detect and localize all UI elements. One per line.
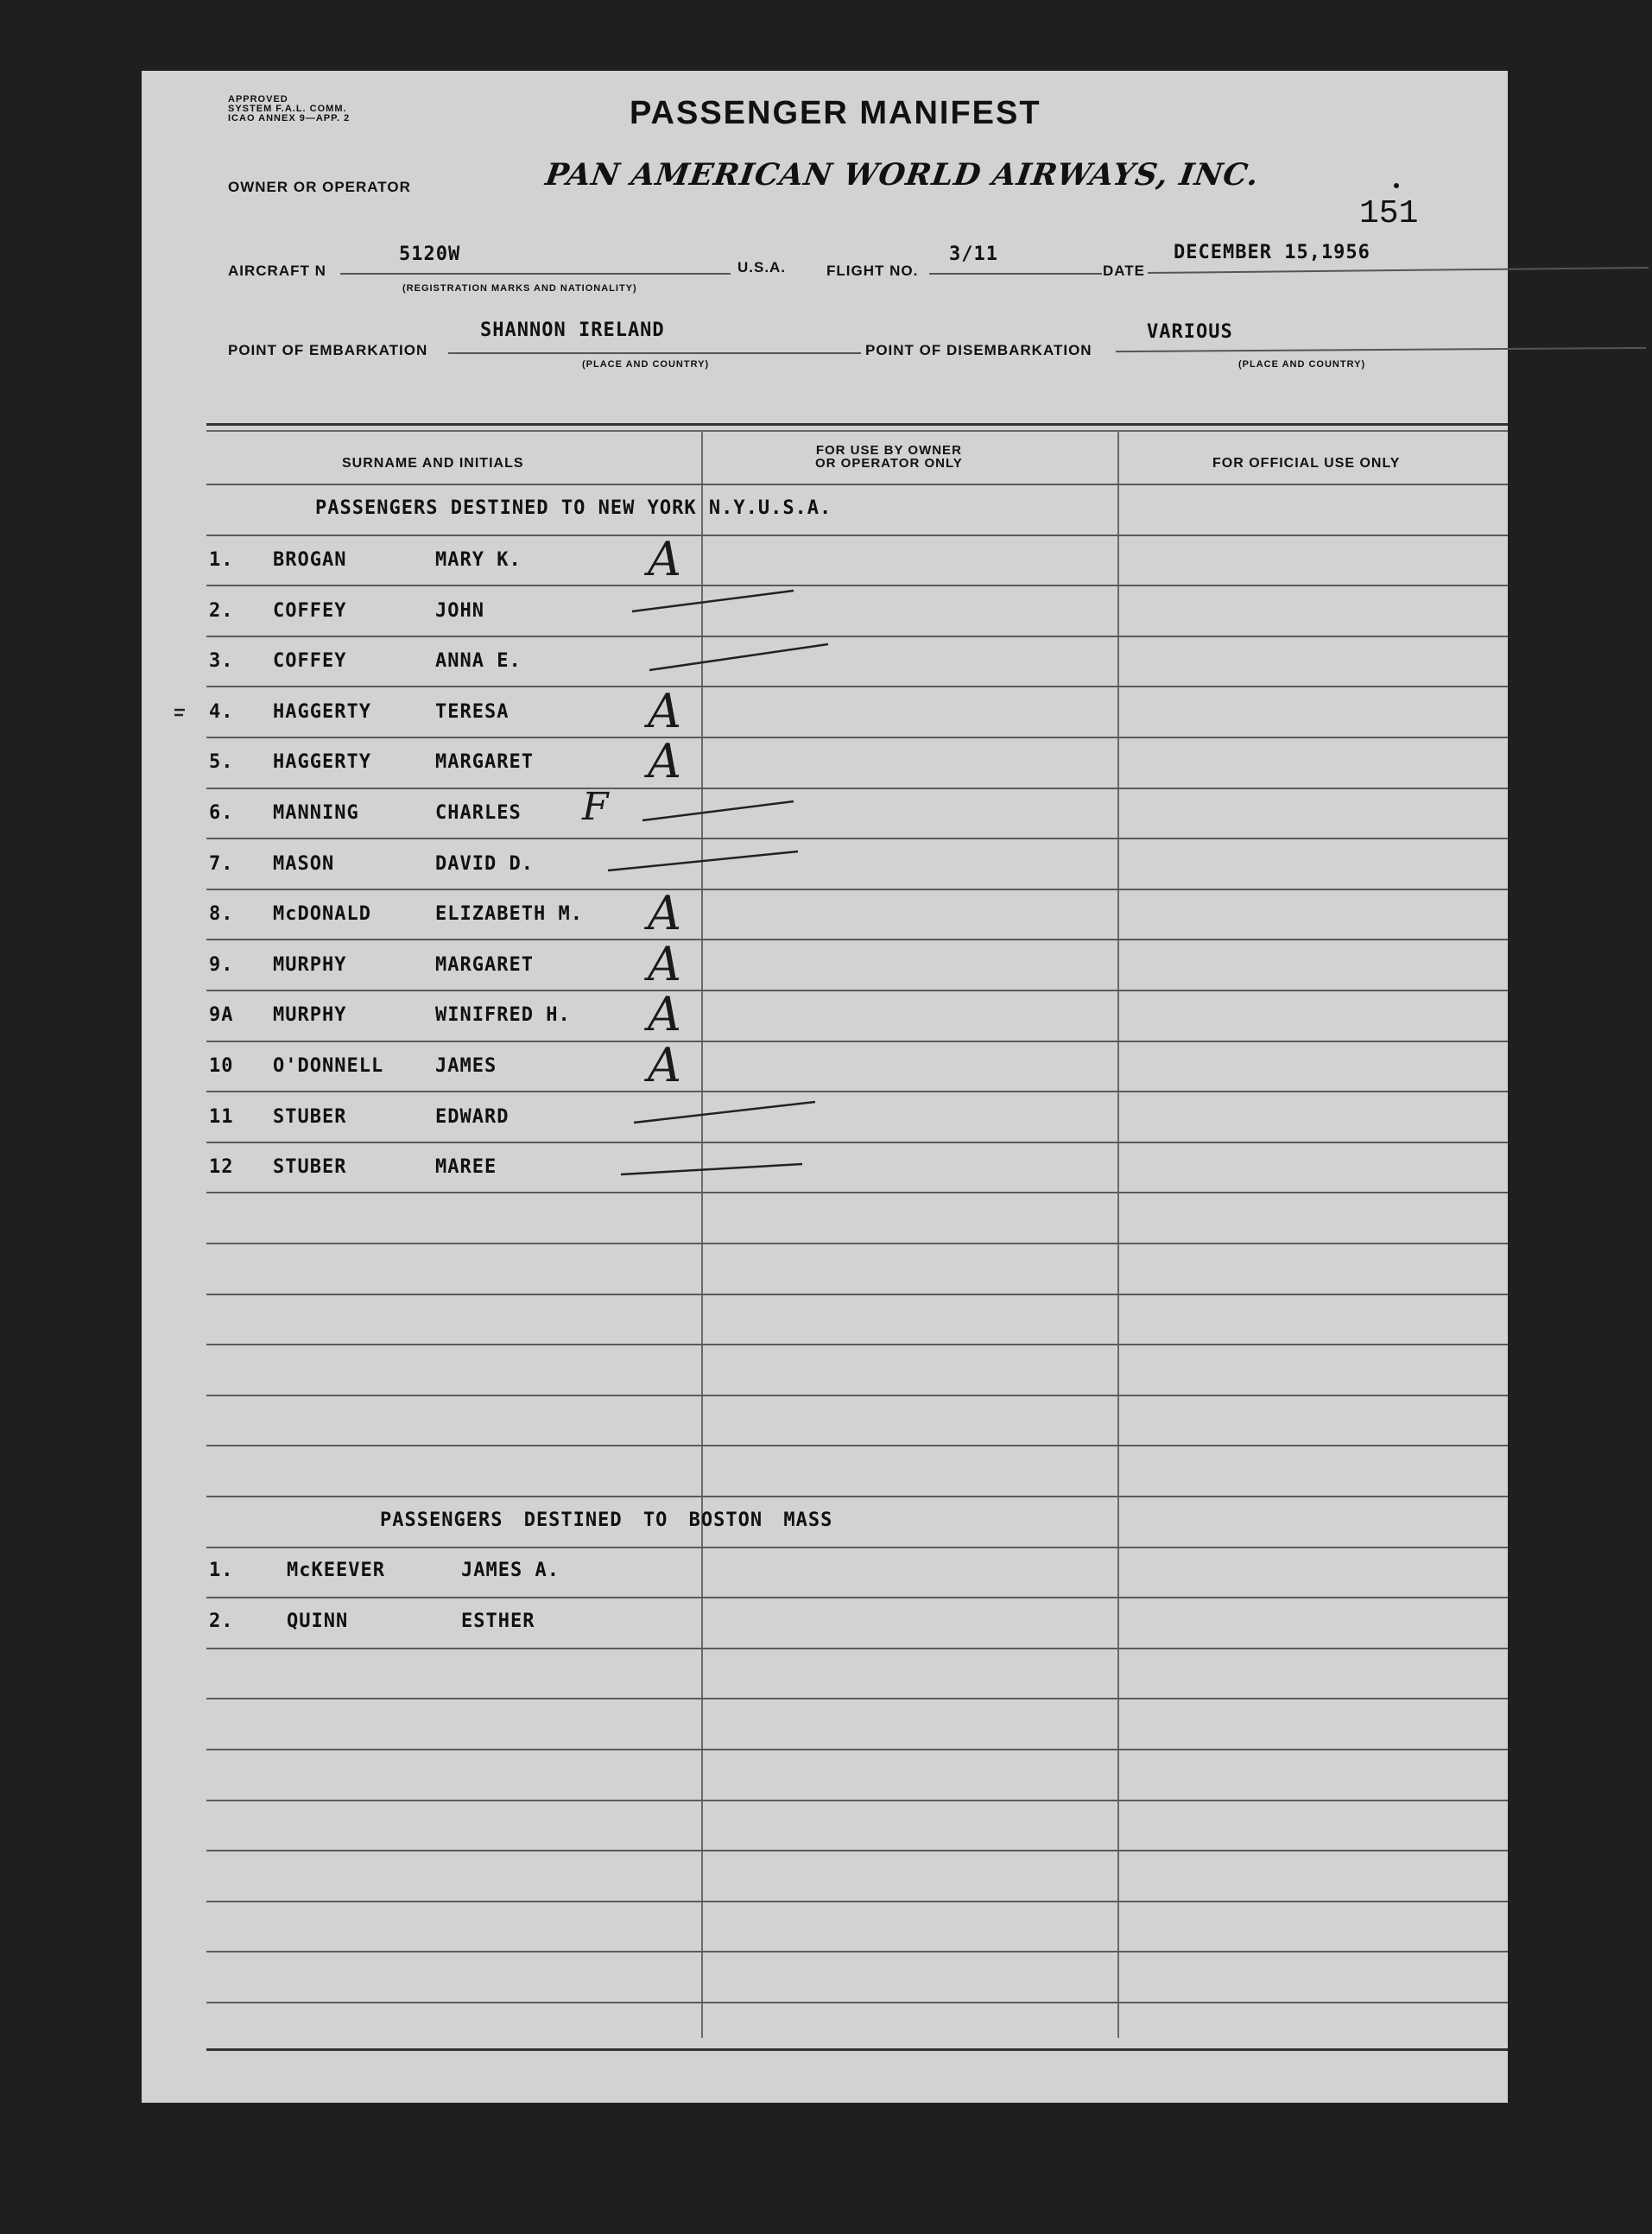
passenger-number: 1. (209, 1560, 234, 1581)
handwritten-status-mark: A (648, 886, 681, 941)
passenger-number: 9. (209, 953, 234, 976)
passenger-number: 6. (209, 802, 234, 824)
owner-label: OWNER OR OPERATOR (228, 179, 411, 195)
passenger-number: 9A (209, 1004, 234, 1027)
handwritten-status-mark: A (648, 734, 681, 789)
passenger-surname: O'DONNELL (273, 1055, 384, 1077)
passenger-surname: QUINN (287, 1610, 349, 1632)
passenger-number: 7. (209, 852, 234, 875)
disembark-value: VARIOUS (1147, 321, 1233, 343)
passenger-surname: HAGGERTY (273, 751, 371, 774)
passenger-given-name: EDWARD (435, 1105, 510, 1128)
passenger-given-name: JAMES (435, 1055, 497, 1077)
passenger-given-name: ESTHER (461, 1610, 535, 1632)
handwritten-dash (642, 801, 794, 820)
handwritten-dash (608, 851, 798, 870)
usa-label: U.S.A. (737, 259, 787, 275)
passenger-number: 2. (209, 599, 234, 622)
handwritten-status-mark: A (648, 532, 681, 586)
passenger-given-name: MARGARET (435, 953, 534, 976)
passenger-number: 1. (209, 549, 234, 571)
passenger-surname: COFFEY (273, 650, 347, 673)
date-label: DATE (1103, 263, 1146, 279)
passenger-given-name: ELIZABETH M. (435, 903, 583, 926)
passenger-number: 11 (209, 1105, 234, 1128)
passenger-surname: MURPHY (273, 1004, 347, 1027)
section-heading-new-york: PASSENGERS DESTINED TO NEW YORK N.Y.U.S.A. (315, 497, 832, 519)
passenger-surname: MANNING (273, 802, 359, 824)
handwritten-status-mark: A (648, 1038, 681, 1092)
passenger-surname: McDONALD (273, 903, 371, 926)
disembark-note: (PLACE AND COUNTRY) (1238, 359, 1366, 370)
flight-value: 3/11 (949, 244, 998, 265)
handwritten-status-mark: A (648, 987, 681, 1042)
aircraft-value: 5120W (399, 244, 461, 265)
disembark-label: POINT OF DISEMBARKATION (865, 342, 1092, 358)
passenger-number: 4. (209, 700, 234, 723)
date-value: DECEMBER 15,1956 (1174, 242, 1370, 263)
owner-value: PAN AMERICAN WORLD AIRWAYS, INC. (543, 157, 1262, 193)
approval-line: APPROVED (228, 94, 288, 104)
passenger-number: 2. (209, 1610, 234, 1632)
owner-use-line-1: FOR USE BY OWNER (815, 443, 962, 458)
passenger-number: 12 (209, 1156, 234, 1179)
passenger-given-name: JOHN (435, 599, 484, 622)
passenger-number: 5. (209, 751, 234, 774)
column-header-surname: SURNAME AND INITIALS (342, 456, 524, 471)
aircraft-label: AIRCRAFT N (228, 263, 326, 279)
passenger-given-name: MARY K. (435, 549, 522, 571)
passenger-given-name: DAVID D. (435, 852, 534, 875)
embark-label: POINT OF EMBARKATION (228, 342, 428, 358)
passenger-surname: STUBER (273, 1105, 347, 1128)
handwritten-dash (621, 1164, 802, 1174)
passenger-surname: MURPHY (273, 953, 347, 976)
passenger-surname: BROGAN (273, 549, 347, 571)
passenger-surname: McKEEVER (287, 1560, 385, 1581)
handwritten-dash (649, 644, 828, 670)
approval-line: SYSTEM F.A.L. COMM. (228, 104, 347, 114)
section-heading-boston: PASSENGERS DESTINED TO BOSTON MASS (380, 1509, 833, 1531)
passenger-given-name: JAMES A. (461, 1560, 560, 1581)
passenger-surname: STUBER (273, 1156, 347, 1179)
passenger-number: 8. (209, 903, 234, 926)
column-header-official: FOR OFFICIAL USE ONLY (1212, 456, 1401, 471)
handwritten-marks (142, 71, 1508, 2103)
manifest-sheet (142, 71, 1508, 2103)
handwritten-dash (634, 1102, 815, 1123)
handwritten-dash (632, 591, 794, 611)
passenger-surname: MASON (273, 852, 335, 875)
passenger-number: 10 (209, 1055, 234, 1077)
flight-label: FLIGHT NO. (826, 263, 919, 279)
handwritten-status-mark: A (648, 683, 681, 738)
passenger-given-name: ANNA E. (435, 650, 522, 673)
handwritten-status-mark: F (582, 785, 609, 829)
embark-note: (PLACE AND COUNTRY) (582, 359, 710, 370)
page-number: 151 (1359, 195, 1419, 232)
passenger-given-name: CHARLES (435, 802, 522, 824)
page-title: PASSENGER MANIFEST (630, 95, 1041, 131)
handwritten-status-mark: A (648, 936, 681, 991)
passenger-surname: HAGGERTY (273, 700, 371, 723)
passenger-given-name: TERESA (435, 700, 510, 723)
passenger-surname: COFFEY (273, 599, 347, 622)
passenger-given-name: WINIFRED H. (435, 1004, 571, 1027)
passenger-given-name: MAREE (435, 1156, 497, 1179)
passenger-number: 3. (209, 650, 234, 673)
passenger-given-name: MARGARET (435, 751, 534, 774)
registration-note: (REGISTRATION MARKS AND NATIONALITY) (402, 283, 637, 294)
embark-value: SHANNON IRELAND (480, 320, 665, 341)
approval-line: ICAO ANNEX 9—APP. 2 (228, 113, 351, 123)
owner-use-line-2: OR OPERATOR ONLY (815, 456, 963, 471)
